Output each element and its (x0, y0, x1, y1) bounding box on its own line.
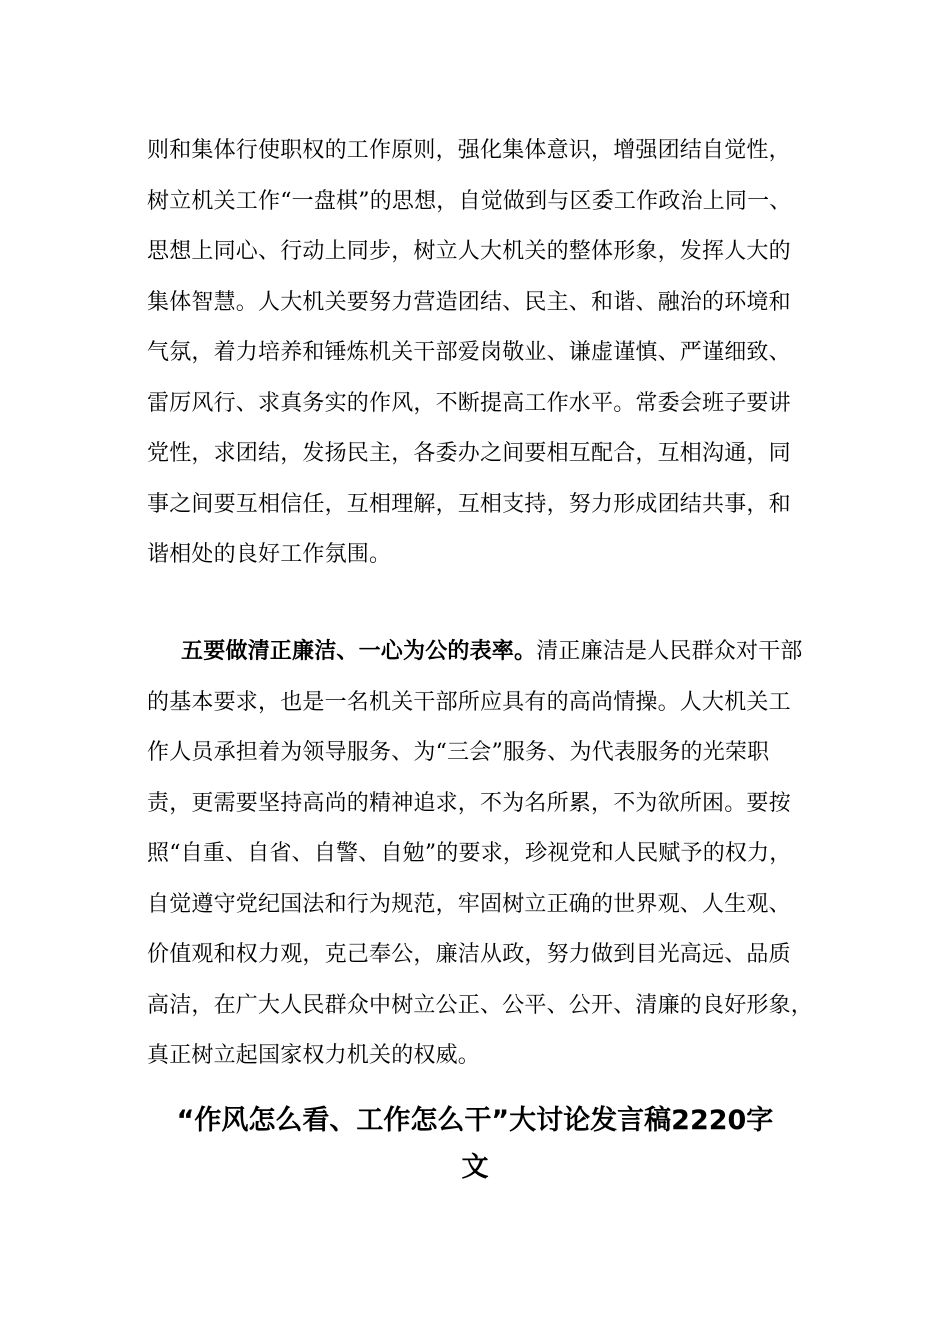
text-line: 则和集体行使职权的工作原则，强化集体意识，增强团结自觉性， (147, 138, 791, 163)
text-line: 高洁，在广大人民群众中树立公正、公平、公开、清廉的良好形象， (147, 992, 814, 1018)
text-line: 雷厉风行、求真务实的作风，不断提高工作水平。常委会班子要讲 (147, 390, 791, 416)
text-line: 党性，求团结，发扬民主，各委办之间要相互配合，互相沟通，同 (147, 441, 791, 466)
document-title (120, 1097, 830, 1191)
title-line-2: 文 (461, 1152, 489, 1183)
text-line: 的基本要求，也是一名机关干部所应具有的高尚情操。人大机关工 (147, 689, 791, 715)
text-line: 树立机关工作“一盘棋”的思想，自觉做到与区委工作政治上同一、 (147, 188, 792, 214)
text-line: 责，更需要坚持高尚的精神追求，不为名所累，不为欲所困。要按 (147, 790, 791, 816)
text-line: 气氛，着力培养和锤炼机关干部爱岗敬业、谦虚谨慎、严谨细致、 (147, 340, 791, 365)
paragraph-integrity (147, 626, 827, 1082)
text-line: 照“自重、自省、自警、自勉”的要求，珍视党和人民赋予的权力， (147, 841, 792, 866)
text-line: 作人员承担着为领导服务、为“三会”服务、为代表服务的光荣职 (147, 740, 770, 765)
text-line: 思想上同心、行动上同步，树立人大机关的整体形象，发挥人大的 (147, 239, 791, 264)
title-line-1: “作风怎么看、工作怎么干”大讨论发言稿2220字 (176, 1105, 774, 1136)
text-line: 自觉遵守党纪国法和行为规范，牢固树立正确的世界观、人生观、 (147, 891, 791, 917)
paragraph-collective-leadership (147, 126, 827, 581)
text-line: 真正树立起国家权力机关的权威。 (147, 1043, 481, 1068)
text-line: 谐相处的良好工作氛围。 (147, 542, 392, 567)
first-line-rest: 清正廉洁是人民群众对干部 (536, 639, 803, 664)
text-line: 集体智慧。人大机关要努力营造团结、民主、和谐、融治的环境和 (147, 289, 791, 315)
text-line: 价值观和权力观，克己奉公，廉洁从政，努力做到目光高远、品质 (147, 942, 791, 967)
text-line: 事之间要互相信任，互相理解，互相支持，努力形成团结共事，和 (147, 491, 791, 517)
first-text-line (147, 626, 827, 678)
section-heading: 五要做清正廉洁、一心为公的表率。 (181, 638, 537, 664)
